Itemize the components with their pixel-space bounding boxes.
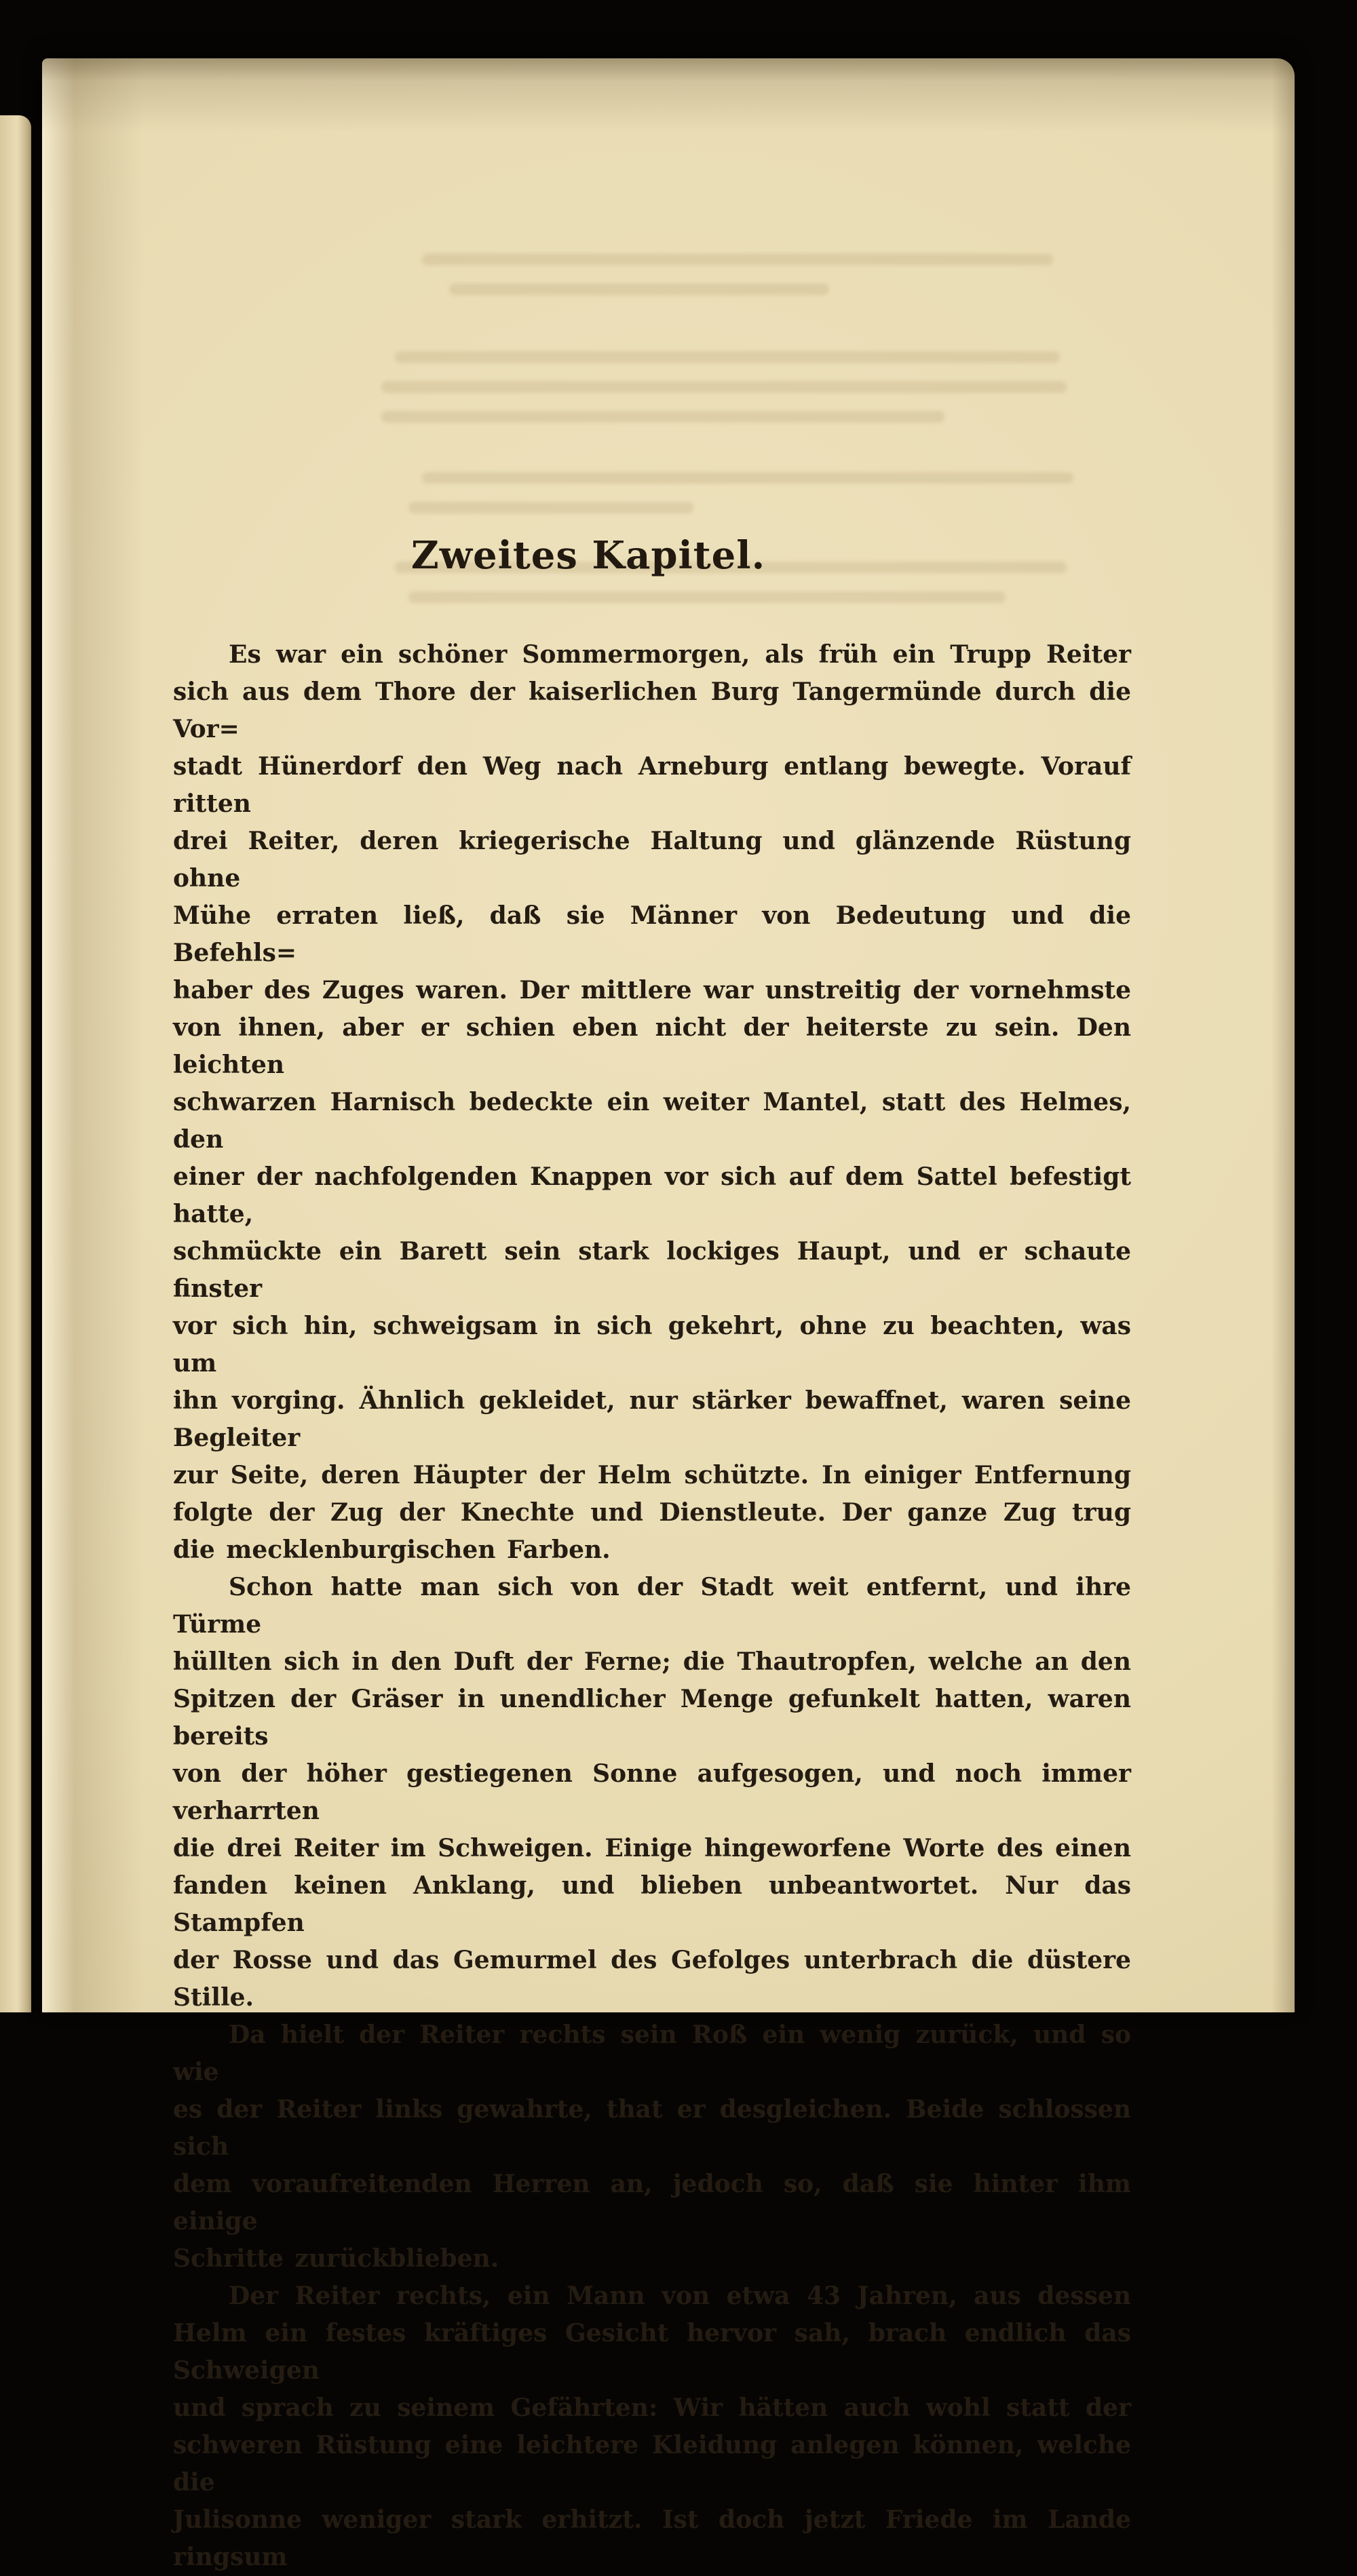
text-line: zur Seite, deren Häupter der Helm schützte. In einiger Entfernung [173,1461,1131,1489]
text-line: Spitzen der Gräser in unendlicher Menge gefunkelt hatten, waren bereits [173,1685,1131,1751]
bleed-through-line [449,284,829,295]
text-line: schweren Rüstung eine leichtere Kleidung anlegen können, welche die [173,2431,1131,2497]
text-line: der Rosse und das Gemurmel des Gefolges unterbrach die düstere Stille. [173,1946,1131,2012]
text-line: dem voraufreitenden Herren an, jedoch so, daß sie hinter ihm einige [173,2170,1131,2236]
bleed-through-line [422,254,1053,265]
text-line: Der Reiter rechts, ein Mann von etwa 43 Jahren, aus dessen [229,2282,1131,2310]
text-line: Schritte zurückblieben. [173,2244,499,2273]
text-line: von ihnen, aber er schien eben nicht der heiterste zu sein. Den leichten [173,1013,1131,1079]
text-line: Julisonne weniger stark erhitzt. Ist doch jetzt Friede im Lande ringsum [173,2505,1131,2571]
chapter-heading: Zweites Kapitel. [410,533,766,578]
paragraph [173,2278,1131,2576]
text-line: sich aus dem Thore der kaiserlichen Burg Tangermünde durch die Vor= [173,678,1131,743]
book-page [42,58,1295,2571]
text-line: folgte der Zug der Knechte und Dienstleute. Der ganze Zug trug [173,1498,1131,1527]
paragraph [173,636,1131,1569]
text-line: einer der nachfolgenden Knappen vor sich auf dem Sattel befestigt hatte, [173,1163,1131,1228]
underlying-page-edge [0,115,31,2012]
text-line: ihn vorging. Ähnlich gekleidet, nur stärker bewaffnet, waren seine Begleiter [173,1386,1131,1452]
text-line: schmückte ein Barett sein stark lockiges Haupt, und er schaute finster [173,1237,1131,1303]
text-line: haber des Zuges waren. Der mittlere war unstreitig der vornehmste [173,976,1131,1004]
text-line: drei Reiter, deren kriegerische Haltung und glänzende Rüstung ohne [173,827,1131,893]
text-line: hüllten sich in den Duft der Ferne; die Thautropfen, welche an den [173,1647,1131,1676]
bleed-through-line [381,411,944,423]
bleed-through-line [408,591,1006,603]
bleed-through-line [395,351,1060,363]
bleed-through-line [408,502,693,513]
text-line: schwarzen Harnisch bedeckte ein weiter Mantel, statt des Helmes, den [173,1088,1131,1154]
text-line: fanden keinen Anklang, und blieben unbeantwortet. Nur das Stampfen [173,1871,1131,1937]
paragraph [173,2016,1131,2278]
text-line: es der Reiter links gewahrte, that er desgleichen. Beide schlossen sich [173,2095,1131,2161]
text-line: Schon hatte man sich von der Stadt weit entfernt, und ihre Türme [173,1573,1131,1639]
text-line: die mecklenburgischen Farben. [173,1536,611,1564]
text-line: Es war ein schöner Sommermorgen, als früh ein Trupp Reiter [229,640,1131,669]
body-text [173,636,1131,2576]
bleed-through-line [422,472,1073,484]
text-line: Helm ein festes kräftiges Gesicht hervor sah, brach endlich das Schweigen [173,2319,1131,2385]
text-line: Da hielt der Reiter rechts sein Roß ein wenig zurück, und so wie [173,2021,1131,2086]
paragraph [173,1569,1131,2016]
text-line: Mühe erraten ließ, daß sie Männer von Bedeutung und die Befehls= [173,901,1131,967]
text-line: und sprach zu seinem Gefährten: Wir hätten auch wohl statt der [173,2394,1131,2422]
text-line: von der höher gestiegenen Sonne aufgesogen, und noch immer verharrten [173,1759,1131,1825]
text-line: vor sich hin, schweigsam in sich gekehrt, ohne zu beachten, was um [173,1312,1131,1378]
bleed-through-line [381,381,1067,393]
text-line: stadt Hünerdorf den Weg nach Arneburg entlang bewegte. Vorauf ritten [173,752,1131,818]
text-line: die drei Reiter im Schweigen. Einige hingeworfene Worte des einen [173,1834,1131,1862]
